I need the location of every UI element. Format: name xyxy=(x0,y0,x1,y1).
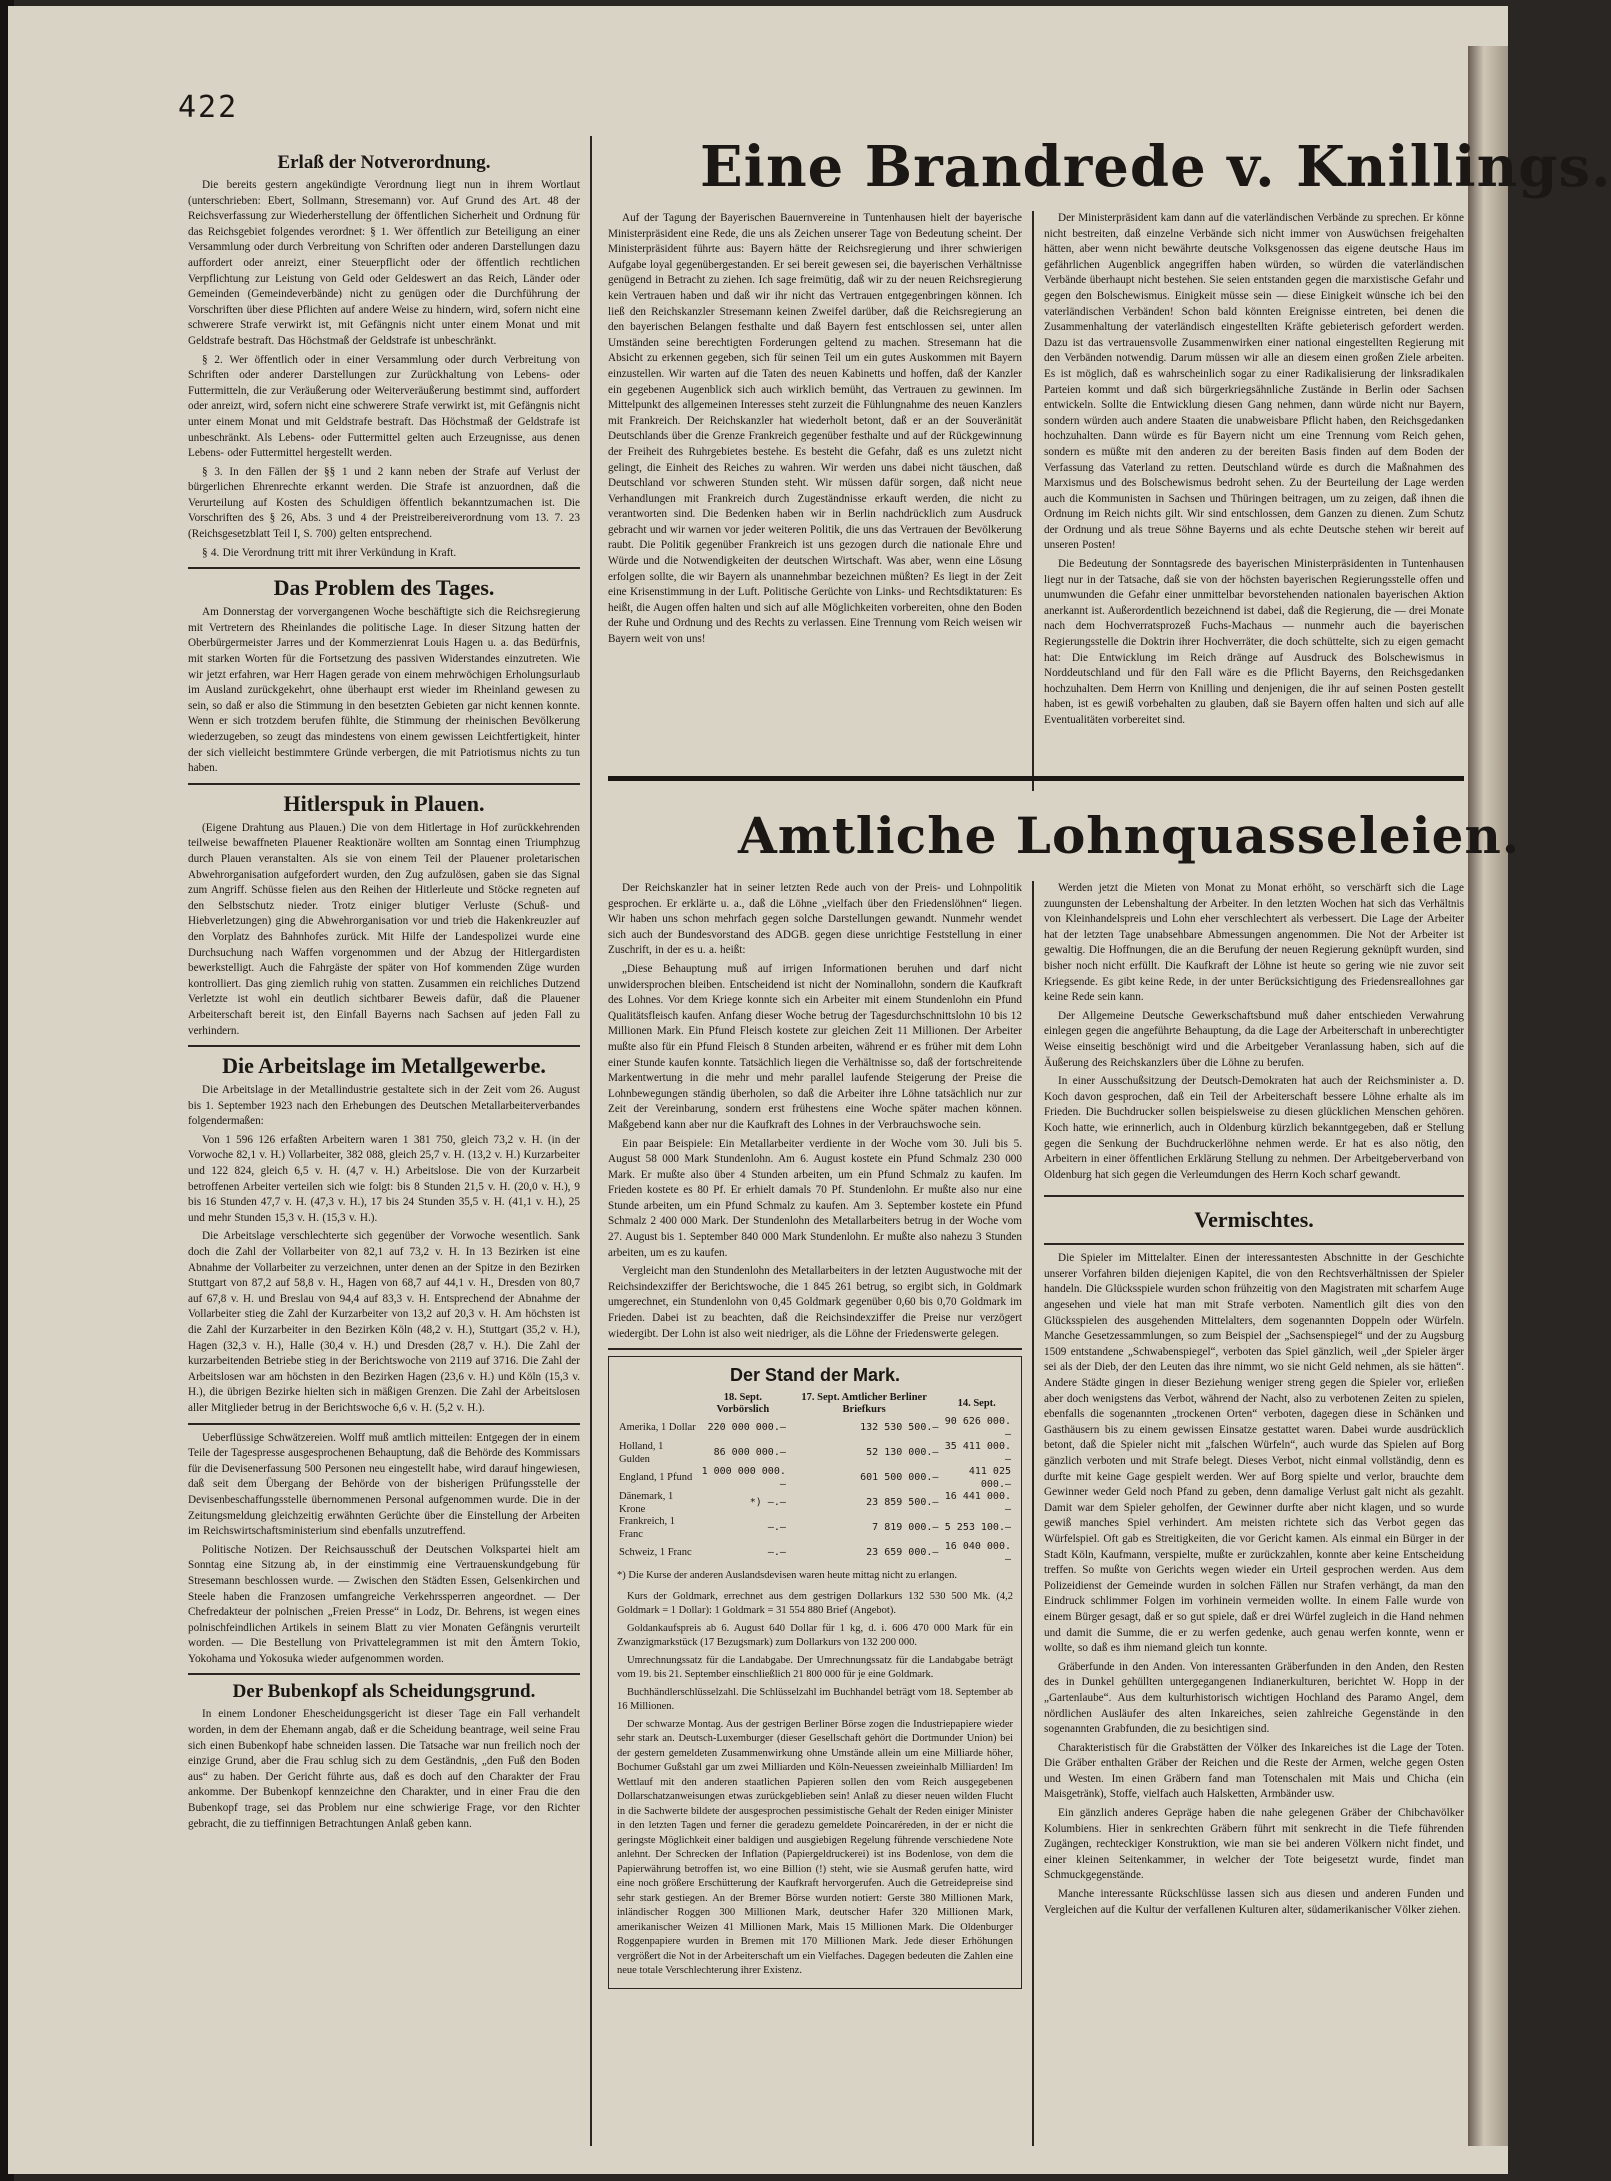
paragraph: Ueberflüssige Schwätzereien. Wolff muß amtlich mitteilen: Entgegen der in einem Teile der Tagespresse ausgesprochenen Behauptung, daß die Behörde des Kommissars für die Devisenerfassung 500 Personen neu eingestellt habe, wird darauf hingewiesen, daß seit dem Übergang der Behörde von der bisherigen Prüfungsstelle der Devisenbeschaffungsstelle übernommenen Personal aufgenommen wurde. Die in der Zeitungsmeldung gleichzeitig erwähnten Gerüchte über die Einstellung der Arbeiten im Reichswirtschaftsministerium sind ebenfalls unzutreffend. xyxy=(188,1431,580,1538)
paragraph: (Eigene Drahtung aus Plauen.) Die von dem Hitlertage in Hof zurückkehrenden teilweise bewaffneten Plauener Reaktionäre wollten am Sonntag einen Triumphzug durch Plauen veranstalten. Als sie von einem Teil der Plauener proletarischen Abwehrorganisation aufgefordert wurden, den Zug aufzulösen, gaben sie das Signal zum Angriff. Schüsse fielen aus den Reihen der Hitlerleute und Stöcke regneten auf den Selbstschutz nieder. Trotz einiger blutiger Verluste (Schuß- und Hiebverletzungen) ging die Abwehrorganisation vor und trieb die Hakenkreuzler auf den Vorplatz des Bahnhofes zurück. Mit Hilfe der Landespolizei wurde eine Durchsuchung nach Waffen vorgenommen und der Abzug der Hitlergardisten bewerkstelligt. Auch die Fahrgäste der später von Hof kommenden Züge wurden kontrolliert. Das ging ziemlich ruhig von statten. Zusammen ein reichliches Dutzend Verletzte ist wohl ein deutlich sichtbarer Beweis dafür, daß die Plauener Arbeiterschaft bereit ist, den Einfall Bayerns nach Sachsen auf jeden Fall zu verhindern. xyxy=(188,821,580,1037)
paragraph: Die Arbeitslage in der Metallindustrie gestaltete sich in der Zeit vom 26. August bis 1. September 1923 nach den Erhebungen des Deutschen Metallarbeiterverbandes folgendermaßen: xyxy=(188,1084,580,1128)
currency-cell: Frankreich, 1 Franc xyxy=(619,1516,675,1540)
paragraph: Vergleicht man den Stundenlohn des Metallarbeiters in der letzten Augustwoche mit der Reichsindexziffer der Berichtswoche, die 1 845 261 betrug, so ergibt sich, in Goldmark umgerechnet, ein Stundenlohn von 0,45 Goldmark gegenüber 0,60 bis 0,70 Goldmark im Frieden. Dabei ist zu beachten, daß die Reichsindexziffer die Preise nur verzögert wiedergibt. Der Lohn ist also weit niedriger, als die Löhne der Friedenswerte gelegen. xyxy=(608,1265,1022,1340)
table-row xyxy=(617,1541,1013,1566)
rate-cell: 23 659 000.— xyxy=(866,1547,939,1559)
column-header: 18. Sept. Vorbörslich xyxy=(716,1392,770,1416)
column-brandrede-left xyxy=(608,211,1022,791)
paragraph: Die Bedeutung der Sonntagsrede des bayerischen Ministerpräsidenten in Tuntenhausen liegt nur in der Tatsache, daß sie von der höchsten bayerischen Regierungsstelle offen und unumwunden die Gefahr einer unmittelbar bevorstehenden nationalen bayerischen Aktion anerkannt ist. Außerordentlich bezeichnend ist dabei, daß die Regierung, die — drei Monate nach dem Hochverratsprozeß Fuchs-Machaus — nunmehr auch die bayerischen Regierungsstelle die Doktrin ihrer Hochverräter, die doch schüttelte, sich zu eigen gemacht hat: Die Entwicklung im Reich dränge auf Ausdruck des Bolschewismus in Norddeutschland und für den Fall wäre es die Pflicht Bayerns, den Reichsgedanken hochzuhalten. Dem Herrn von Knilling und denjenigen, die ihr auf seinen Posten gestellt haben, ist es gewiß vorbehalten zu glauben, daß sie Bayern offen halten und sich auf alle Eventualitäten vorbereitet sind. xyxy=(1044,558,1464,726)
divider xyxy=(608,1348,1022,1350)
headline-brandrede: Eine Brandrede v. Knillings. xyxy=(700,134,1611,200)
paragraph: Der Ministerpräsident kam dann auf die vaterländischen Verbände zu sprechen. Er könne nicht bestreiten, daß einzelne Verbände sich nicht immer von Auswüchsen freigehalten hätten, aber wenn nicht bewährte deutsche Volksgenossen das eigene deutsche Haus im gefährlichen Augenblick angegriffen haben würden, so würden die vaterländischen Verbände überhaupt nicht bestehen. Sie seien entstanden gegen die marxistische Gefahr und gegen den Bolschewismus. Einigkeit müsse sein — diese Einigkeit wünsche ich bei den vaterländischen Verbänden! Schon bald könnten Ereignisse eintreten, bei denen die Zusammenhaltung der vaterländisch eingestellten Kräfte gebieterisch gefordert werden. Dazu ist das vertrauensvolle Zusammenwirken einer national eingestellten Regierung mit den Verbänden notwendig. Darum müssen wir alle an diesem einen großen Ziele arbeiten. Es ist möglich, daß es wahrscheinlich sogar zu einer Radikalisierung der linksradikalen Parteien kommt und daß sich bürgerkriegsähnliche Zustände in Berlin oder Sachsen entwickeln. Sollte die Entwicklung diesen Gang nehmen, dann würde nicht nur Bayern, sondern würden auch andere Staaten die unabweisbare Pflicht haben, den Reichsgedanken hochzuhalten. Dann würde es für Bayern nicht um eine Trennung vom Reich gehen, sondern es müßte mit den anderen zu der bereiten Basis finden auf dem Boden der Verfassung das Vaterland zu retten. Deutschland würde es durch die Maßnahmen des Marxismus und des Bolschewismus bedroht sehen. Zu der Beurteilung der Lage werden auch die Kommunisten in Sachsen und Thüringen beitragen, um zu zeigen, daß ihnen die Ordnung im Reich nichts gilt. Wir sind entschlossen, dem Ganzen zu dienen. Zum Schutz der Ordnung und als treue Söhne Bayerns und als echte Deutsche stehen wir bereit auf unseren Posten! xyxy=(1044,212,1464,552)
column-header: 14. Sept. xyxy=(957,1398,996,1410)
rate-cell: —.— xyxy=(767,1522,786,1534)
paragraph: Am Donnerstag der vorvergangenen Woche beschäftigte sich die Reichsregierung mit Vertretern des Rheinlandes die politische Lage. In dieser Sitzung hatten der Oberbürgermeister Jarres und der Kommerzienrat Louis Hagen u. a. das Bedürfnis, mit starken Worten für die Fortsetzung des passiven Widerstandes einzutreten. Wie wir jetzt erfahren, war Herr Hagen gerade von einem mehrwöchigen Erholungsurlaub im Ausland zurückgekehrt, ohne überhaupt erst wieder im Rheinland gewesen zu sein, so daß er also die Stimmung in den besetzten Gebieten gar nicht kennen konnte. Wenn er sich trotzdem berufen fühlte, die Stimmung der rheinischen Bevölkerung wiederzugeben, so zeugt das mindestens von einem gewissen Leichtfertigkeit, hinter der sich vielleicht bestimmtere Gründe verbergen, die mit Patriotismus nichts zu tun haben. xyxy=(188,606,580,775)
headline-notverordnung: Erlaß der Notverordnung. xyxy=(277,152,491,173)
paragraph: Ein gänzlich anderes Gepräge haben die nahe gelegenen Gräber der Chibchavölker Kolumbiens. Hier in senkrechten Gräbern führt mit senkrecht in die Tiefe führenden Zugängen, rechteckiger Konstruktion, wie man sie bei anderen Völkern nicht findet, und einer kleinen Seitenkammer, in welcher der Tote beigesetzt wurde, findet man Schmuckgegenstände. xyxy=(1044,1807,1464,1882)
column-brandrede-right xyxy=(1044,211,1464,791)
rate-cell: 411 025 000.— xyxy=(968,1466,1011,1490)
currency-cell: Holland, 1 Gulden xyxy=(619,1441,664,1465)
divider xyxy=(1044,1243,1464,1245)
currency-cell: England, 1 Pfund xyxy=(619,1472,693,1484)
article-notverordnung xyxy=(188,178,580,561)
headline-arbeitslage: Die Arbeitslage im Metallgewerbe. xyxy=(222,1053,546,1079)
divider xyxy=(188,1045,580,1047)
rate-cell: —.— xyxy=(767,1547,786,1559)
table-row xyxy=(617,1441,1013,1466)
headline-bubenkopf: Der Bubenkopf als Scheidungsgrund. xyxy=(232,1681,536,1703)
mark-footnote: *) Die Kurse der anderen Auslandsdevisen waren heute mittag nicht zu erlangen. xyxy=(617,1570,957,1582)
column-header: 17. Sept. Amtlicher Berliner Briefkurs xyxy=(801,1392,927,1416)
article-vermischtes xyxy=(1044,1251,1464,1918)
article-arbeitslage xyxy=(188,1083,580,1416)
rate-cell: 23 859 500.— xyxy=(866,1497,939,1509)
divider xyxy=(188,567,580,569)
article-lohn-part1 xyxy=(608,881,1022,1342)
table-row xyxy=(617,1491,1013,1516)
mark-notes xyxy=(617,1590,1013,1979)
table-row xyxy=(617,1466,1013,1491)
note-paragraph: Buchhändlerschlüsselzahl. Die Schlüsselzahl im Buchhandel beträgt vom 18. September ab 16 Millionen. xyxy=(617,1686,1013,1713)
column-header xyxy=(617,1392,698,1416)
paragraph: In einer Ausschußsitzung der Deutsch-Demokraten hat auch der Reichsminister a. D. Koch davon gesprochen, daß ein Teil der Arbeiterschaft bessere Löhne erhalte als im Frieden. Die Buchdrucker sollen beispielsweise zu diesen glücklichen Menschen gehören. Koch hatte, wie erinnerlich, auch in Oldenburg kürzlich bekanntgegeben, daß er Stellung gegen die Senkung der Buchdruckerlöhne nehmen werde. Er hat es also nötig, den Arbeitern in einer öffentlichen Erklärung Stellung zu nehmen. Der Arbeitgeberverband von Oldenburg hat sich gegen die Verleumdungen des Herrn Koch scharf gewandt. xyxy=(1044,1075,1464,1181)
article-problem-des-tages xyxy=(188,605,580,777)
table-row xyxy=(617,1416,1013,1441)
column-divider-center xyxy=(1032,211,1034,791)
paragraph: Werden jetzt die Mieten von Monat zu Monat erhöht, so verschärft sich die Lage zuungunsten der Lebenshaltung der Arbeiter. In den letzten Wochen hat sich das Verhältnis von Kleinhandelspreis und Lohn eher verschlechtert als verbessert. Die Lage der Arbeiter hat der letzten Tage unabsehbare Abmessungen angenommen. Die Not der Arbeiter ist gewaltig. Die Hoffnungen, die an die Berufung der neuen Regierung geknüpft wurden, sind bisher noch nicht erfüllt. Die Kaufkraft der Löhne ist heute so gering wie nie zuvor seit Kriegsende. Es gibt keine Rede, in der unter Berücksichtigung des Friedensreallohnes gar keine Rede sein kann. xyxy=(1044,882,1464,1004)
note-paragraph: Der schwarze Montag. Aus der gestrigen Berliner Börse zogen die Industriepapiere wieder sehr stark an. Deutsch-Luxemburger (dieser Gesellschaft gehört die Dortmunder Union) bei der gestern gemeldeten Zusammenwirkung ohne Umstände allein um eine Milliarde höher, Bochumer Gußstahl gar um zwei Milliarden und Köln-Neuessen zweieinhalb Milliarden! Im Wettlauf mit den anderen staatlichen Papieren sollen den vom Reich ausgegebenen Dollarschatzanweisungen etwas zurückgeblieben sein! Anlaß zu dieser neuen wilden Flucht in die Sachwerte bildete der ausgesprochen pessimistische Gehalt der Reden einiger Minister in den letzten Tagen und ferner die geradezu gemeldete Poincaréreden, in der er nicht die geringste Möglichkeit einer baldigen und ausgiebigen Regelung führende verschiedene Note anlehnt. Der Schrecken der Inflation (Papiergeldruckerei) ist ins Bodenlose, von dem die Papierwährung betroffen ist, wo eine Billion (!) steht, wie sie Ausmaß gerufen hatte, wird eine noch größere Erschütterung der Kaufkraft hervorgerufen. Auch die Getreidepreise sind sehr stark gestiegen. An der Bremer Börse wurden notiert: Gerste 380 Millionen Mark, inländischer Roggen 300 Millionen Mark, deutscher Hafer 320 Millionen Mark, amerikanischer Weizen 41 Millionen Mark, Mais 15 Millionen Mark. Die Oldenburger Roggenpapiere wurden in Bremen mit 170 Millionen Mark. Jede dieser Erhöhungen vergrößert die Not in der Arbeiterschaft um ein Vielfaches. Dagegen bedeuten die Zahlen eine neue totale Verschlechterung ihrer Existenz. xyxy=(617,1718,1013,1977)
paragraph: Charakteristisch für die Grabstätten der Völker des Inkareiches ist die Lage der Toten. Die Gräber enthalten Gräber der Reichen und die Reste der Armen, welche gegen Osten und Westen. Im einen Gräbern fand man Totenschalen mit Mais und Chicha (ein Maisgetränk), Stoffe, vielfach auch Halsketten, Armbänder usw. xyxy=(1044,1741,1464,1801)
rate-cell: 220 000 000.— xyxy=(707,1422,786,1434)
paragraph: Der Reichskanzler hat in seiner letzten Rede auch von der Preis- und Lohnpolitik gesprochen. Er erklärte u. a., daß die Löhne „vielfach über den Friedenslöhnen“ liegen. Wir haben uns schon mehrfach gegen solche Darstellungen gewandt. Nunmehr wendet sich auch der Bundesvorstand des ADGB. gegen diese unrichtige Feststellung in einer Zuschrift, in der es u. a. heißt: xyxy=(608,882,1022,957)
column-lohn-left xyxy=(608,881,1022,2146)
article-bubenkopf xyxy=(188,1707,580,1832)
paragraph: Auf der Tagung der Bayerischen Bauernvereine in Tuntenhausen hielt der bayerische Ministerpräsident eine Rede, die uns als Zeichen unserer Tage von Bedeutung scheint. Der Ministerpräsident führte aus: Bayern hätte der Reichsregierung und ihrer schwierigen Aufgabe loyal gegenübergestanden. Er sei bereit gewesen sei, die bayerischen Verhältnisse genügend in Betracht zu ziehen. Ich sage freimütig, daß wir zu der neuen Reichsregierung kein Vertrauen haben und daß wir ihr nicht das Vertrauen entgegenbringen können. Ich ließ den Reichskanzler Stresemann keinen Zweifel darüber, daß die Reichsregierung an den bayerischen Belangen festhalte und daß Bayern fest entschlossen sei, unter allen Umständen seine berechtigten Forderungen geltend zu machen. Stresemann hat die Absicht zu erkennen gegeben, sich für seinen Teil um ein gutes Auskommen mit Bayern einzustellen. Wir warten auf die Taten des neuen Kabinetts und hoffen, daß der Kanzler ein gegebenen Augenblick sich auch wirklich bemüht, das Vertrauen zu gewinnen. Im Mittelpunkt des allgemeinen Interesses steht zurzeit die Fühlungnahme des neuen Kanzlers mit Frankreich. Der Reichskanzler hat wiederholt betont, daß er an der Souveränität Deutschlands über die Grenze Frankreich gegenüber festhalte und auf der Rückgewinnung der Freiheit des Ruhrgebietes bestehe. Es besteht die Gefahr, daß es uns zuletzt nicht gelingt, die Einheit des Reiches zu wahren. Wir werden uns dabei nicht täuschen, daß Deutschland vor schweren Stunden steht. Wir müssen dafür sorgen, daß nicht neue Verhandlungen mit Frankreich durch Zugeständnisse erkauft werden, die nicht zu verantworten sind. Die Bedenken haben wir in Berlin nachdrücklich zum Ausdruck gebracht und wir warnen vor jeder weiteren Politik, die uns das Vertrauen der Bevölkerung raubt. Die Politik gegenüber Frankreich ist uns gezogen durch die nationale Ehre und Würde und die Notwendigkeiten der deutschen Wirtschaft. Was aber, wenn eine Lösung erfolgen sollte, die wir Bayern als unannehmbar bezeichnen müßten? Es liegt in der Zeit eine Krisenstimmung in der Luft. Politische Gerüchte von Links- und Rechtsdiktaturen: Es heißt, die Augen offen halten und sich auf alle Möglichkeiten vorbereiten, ohne den Boden der Ruhe und Ordnung und des Rechts zu verlassen. Eine Trennung vom Reich weisen wir Bayern weit von uns! xyxy=(608,212,1022,646)
table-header-row xyxy=(617,1392,1013,1416)
rate-cell: 16 040 000.— xyxy=(944,1541,1011,1565)
newspaper-page xyxy=(8,6,1611,2174)
book-binding-edge xyxy=(1468,46,1508,2146)
paragraph: Die Arbeitslage verschlechterte sich gegenüber der Vorwoche wesentlich. Sank doch die Zahl der Vollarbeiter von 82,1 auf 73,2 v. H. In 13 Bezirken ist eine Abnahme der Vollarbeiter zu verzeichnen, unter denen an der Spitze in den Bezirken Stuttgart von 87,2 auf 58,8 v. H., Hagen von 68,7 auf 44,1 v. H., Dresden von 80,7 auf 67,8 v. H. und Breslau von 94,4 auf 83,3 v. H. Entsprechend der Abnahme der Vollarbeiter stieg die Zahl der Kurzarbeiter von 13,2 auf 20,3 v. H. Am höchsten ist die Zahl der Kurzarbeiter in den Bezirken Köln (48,2 v. H.), Stuttgart (35,2 v. H.), Hagen (32,3 v. H.), Halle (30,4 v. H.) und Dresden (28,7 v. H.). Die Zahl der kurzarbeitenden Betriebe stieg in der Berichtswoche von 2119 auf 3716. Die Zahl der Arbeitslosen war am höchsten in den Bezirken Hagen (23,6 v. H.) und Köln (15,3 v. H.), die übrigen Bezirke hielten sich in mäßigen Grenzen. Die Zahl der Arbeitslosen aller Mitglieder betrug in der Berichtswoche 6,6 v. H. (5,2 v. H.). xyxy=(188,1230,580,1414)
article-notizen xyxy=(188,1431,580,1668)
paragraph: „Diese Behauptung muß auf irrigen Informationen beruhen und darf nicht unwidersprochen bleiben. Entscheidend ist nicht der Nominallohn, sondern die Kaufkraft des Lohnes. Vor dem Kriege konnte sich ein Arbeiter mit einem Stundenlohn ein Pfund Qualitätsfleisch kaufen. Anfang dieser Woche betrug der Tagesdurchschnittslohn 10 bis 12 Millionen Mark. Ein Pfund Fleisch kostete zur gleichen Zeit 11 Millionen. Der Arbeiter mußte also für ein Pfund Fleisch 8 Stunden arbeiten, während er es früher mit dem Lohn einer Stunde kaufen konnte. Tatsächlich liegen die Verhältnisse so, daß der fortschreitende Markentwertung in die mehr und mehr parallel laufende Steigerung der Preise die Lohnbewegungen ständig überholen, so daß die Arbeiter ihre Löhne tatsächlich nur zur Zeit der Vereinbarung, sondern erst frühestens eine Woche später machen können. Maßgebend kann aber nur die Kaufkraft des Lohnes in der Verbrauchswoche sein. xyxy=(608,962,1022,1131)
column-lohn-right xyxy=(1044,881,1464,2146)
rate-cell: *) —.— xyxy=(749,1497,786,1509)
paragraph: Die Spieler im Mittelalter. Einen der interessantesten Abschnitte in der Geschichte unserer Vorfahren bilden diejenigen Kapitel, die von den Rechtsverhältnissen der Spieler handeln. Die Glücksspiele wurden schon frühzeitig von den Magistraten mit scharfem Auge angesehen und viele hat man mit Strafe verboten. Namentlich gilt dies von den Glücksspielen des ausgehenden Mittelalters, dem sogenannten Doppeln oder Würfeln. Manche Gesetzessammlungen, so zum Beispiel der „Sachsenspiegel“ und der zu Augsburg 1509 entstandene „Schwabenspiegel“, verboten das Spiel gänzlich, weil „der Spieler ärger sei als der Dieb, der den Leuten das ihre nimmt, wo sie nicht Geld nehmen, als sie hätten“. Andere Städte gingen in dieser Beziehung weniger streng gegen die Spieler vor, erließen aber doch wenigstens das Verbot, während der Nacht, also zu verbotenen Zeiten zu spielen, ebenfalls die sogenannten „trockenen Orten“ verboten, dagegen diese in Schänken und Gasthäusern bis zu einem gewissen Einsatze gestattet waren. Dabei wurde ausdrücklich betont, daß die Spieler nicht mit „falschen Würfeln“, auch wurde das Spielen auf Borg gänzlich verboten und mit Strafe belegt. Dieses Verbot, nicht einmal vollständig, denn es durfte mit keine Gage gespielt werden. Wer auf Borg spielte und verlor, brauchte dem Gewinner weder Geld noch Pfand zu geben, denn damalige Verlust galt nicht als gezahlt. Damit war dem Spieler geholfen, der Gewinner durfte aber nicht klagen, und so wurde gewiß manches Spiel verhindert. Am meisten richtete sich das Verbot gegen das Würfelspiel. Oft gab es Streitigkeiten, die vor Gericht kamen. Als einmal ein Bürger in der Stadt Köln, Kaufmann, verspielte, mußte er zurückzahlen, konnte aber keine Entscheidung treffen. So mußte von Gerichts wegen wieder ein Urteil gesprochen werden. Aus dem Polizeidienst der Gemeinde wurden in solchen Fällen nur Strafen verhängt, da man den Eindruck schlimmer Folgen im vorhinein vermeiden wollte. In einem Falle wurde von einem Bürger gesagt, daß er so gut spiele, daß er drei Würfel zugleich in die Hand nehmen und damit die Summe, die er zu werfen gedenke, auch genau werfen konnte, wenn er wollte, so daß es ihm niemand gleich tun konnte. xyxy=(1044,1252,1464,1655)
note-paragraph: Umrechnungssatz für die Landabgabe. Der Umrechnungssatz für die Landabgabe beträgt vom 19. bis 21. September einschließlich 21 800 000 für je eine Goldmark. xyxy=(617,1654,1013,1681)
headline-hitlerspuk: Hitlerspuk in Plauen. xyxy=(283,790,485,816)
currency-cell: Schweiz, 1 Franc xyxy=(619,1547,692,1559)
page-number: 422 xyxy=(178,90,239,125)
note-paragraph: Goldankaufspreis ab 6. August 640 Dollar für 1 kg, d. i. 606 470 000 Mark für ein Zwanzigmarkstück (17 Bezugsmark) zum Dollarkurs von 132 200 000. xyxy=(617,1622,1013,1649)
table-row xyxy=(617,1516,1013,1541)
rate-cell: 1 000 000 000.— xyxy=(701,1466,786,1490)
paragraph: Manche interessante Rückschlüsse lassen sich aus diesen und anderen Funden und Vergleichen auf die Kultur der verfallenen Kulturen alter, südamerikanischer Völker ziehen. xyxy=(1044,1888,1464,1916)
paragraph: § 2. Wer öffentlich oder in einer Versammlung oder durch Verbreitung von Schriften oder anderer Darstellungen zur Zurückhaltung von Lebens- oder Futtermitteln, die zur Veräußerung oder Weiterveräußerung bestimmt sind, auffordert oder anreizt, wird, sofern nicht eine schwerere Strafe verwirkt ist, mit Gefängnis nicht unter einem Monat und mit Geldstrafe bestraft. Das Höchstmaß der Geldstrafe ist unbeschränkt. Als Lebens- oder Futtermittel gelten auch Erzeugnisse, aus denen Lebens- oder Futtermittel hergestellt werden. xyxy=(188,353,580,460)
mark-rate-table xyxy=(617,1392,1013,1566)
article-hitlerspuk xyxy=(188,821,580,1039)
rate-cell: 132 530 500.— xyxy=(860,1422,939,1434)
paragraph: Politische Notizen. Der Reichsausschuß der Deutschen Volkspartei hielt am Sonntag eine Sitzung ab, in der einstimmig eine Vertrauenskundgebung für Stresemann beschlossen wurde. — Zwischen den Städten Essen, Gelsenkirchen und Steele haben die Franzosen umfangreiche Verkehrssperren angeordnet. — Der Chefredakteur der polnischen „Freien Presse“ in Lodz, Dr. Behrens, ist wegen eines polnischfeindlichen Artikels in seinem Blatt zu vier Monaten Gefängnis verurteilt worden. — Die Bestellung von Privattelegrammen ist mit den Ämtern Tokio, Yokohama und Yokosuka wieder aufgenommen worden. xyxy=(188,1543,580,1665)
rate-cell: 35 411 000.— xyxy=(944,1441,1011,1465)
headline-vermischtes: Vermischtes. xyxy=(1194,1207,1314,1233)
note-paragraph: Kurs der Goldmark, errechnet aus dem gestrigen Dollarkurs 132 530 500 Mk. (4,2 Goldmark = 1 Dollar): 1 Goldmark = 31 554 880 Brief (Angebot). xyxy=(617,1590,1013,1617)
rate-cell: 52 130 000.— xyxy=(866,1447,939,1459)
column-left xyxy=(188,146,580,2156)
divider xyxy=(188,783,580,785)
article-brandrede-part2 xyxy=(1044,211,1464,729)
paragraph: In einem Londoner Ehescheidungsgericht ist dieser Tage ein Fall verhandelt worden, in dem der Ehemann angab, daß er die Scheidung beantrage, weil seine Frau sich einen Bubenkopf habe schneiden lassen. Die Tatsache war nun freilich noch der einzige Grund, aber die Frau schlug sich zu dem Geständnis, „den Fuß den Boden aus“ zu haben. Der Gericht führte aus, daß es doch auf den Charakter der Frau ankomme. Der Bubenkopf kennzeichne den Charakter, und in einer Frau die den Bubenkopf trage, sei das Problem nur eine schwierige Frage, vor den Richter gebracht, die zu tieffinnigen Betrachtungen Anlaß geben kann. xyxy=(188,1708,580,1830)
currency-cell: Amerika, 1 Dollar xyxy=(619,1422,696,1434)
mark-rate-box xyxy=(608,1356,1022,1989)
paragraph: Ein paar Beispiele: Ein Metallarbeiter verdiente in der Woche vom 30. Juli bis 5. August 58 000 Mark Stundenlohn. Am 6. August kostete ein Pfund Schmalz 230 000 Mark. Er mußte also über 4 Stunden arbeiten, um ein Pfund Schmalz zu kaufen. Im Frieden kostete es 80 Pf. Er erhielt damals 70 Pf. Stundenlohn. Er mußte also nur eine Stunde arbeiten, um ein Pfund Schmalz zu kaufen. Am 3. September kostete ein Pfund Schmalz 2 400 000 Mark. Der Stundenlohn des Metallarbeiters betrug in der Woche vom 27. August bis 1. September 840 000 Mark Stundenlohn. Er mußte also nahezu 3 Stunden arbeiten, um es zu kaufen. xyxy=(608,1137,1022,1259)
article-lohn-part2 xyxy=(1044,881,1464,1183)
rate-cell: 16 441 000.— xyxy=(944,1491,1011,1515)
paragraph: § 4. Die Verordnung tritt mit ihrer Verkündung in Kraft. xyxy=(202,546,457,559)
currency-cell: Dänemark, 1 Krone xyxy=(619,1491,674,1515)
rate-cell: 7 819 000.— xyxy=(872,1522,939,1534)
rate-cell: 601 500 000.— xyxy=(860,1472,939,1484)
rate-cell: 90 626 000.— xyxy=(944,1416,1011,1440)
divider xyxy=(188,1673,580,1675)
mark-rate-title: Der Stand der Mark. xyxy=(729,1365,901,1386)
headline-problem-des-tages: Das Problem des Tages. xyxy=(273,575,495,601)
section-divider xyxy=(608,776,1464,781)
paragraph: Der Allgemeine Deutsche Gewerkschaftsbund muß daher entschieden Verwahrung einlegen gegen die angeführte Behauptung, da die Lage der Arbeiterschaft in unberechtigter Weise einseitig beschönigt wird und die Arbeitgeber Veranlassung haben, sich auf die Äußerung des Reichskanzlers über die Löhne zu berufen. xyxy=(1044,1009,1464,1069)
headline-lohnquasseleien: Amtliche Lohnquasseleien. xyxy=(738,806,1521,865)
rate-cell: 86 000 000.— xyxy=(713,1447,786,1459)
divider xyxy=(188,1423,580,1425)
paragraph: Von 1 596 126 erfaßten Arbeitern waren 1 381 750, gleich 73,2 v. H. (in der Vorwoche 82,1 v. H.) Vollarbeiter, 382 088, gleich 25,7 v. H. (13,2 v. H.) Kurzarbeiter und 122 824, gleich 6,5 v. H. (4,7 v. H.) Arbeitslose. Die von der Kurzarbeit betroffenen Arbeiter verteilen sich wie folgt: bis 8 Stunden 21,5 v. H. (20,0 v. H.), 9 bis 16 Stunden 47,7 v. H. (47,3 v. H.), 17 bis 24 Stunden 35,5 v. H. (41,1 v. H.), 25 und mehr Stunden 15,3 v. H. (15,3 v. H.). xyxy=(188,1133,580,1224)
article-brandrede-part1 xyxy=(608,211,1022,648)
column-divider-left xyxy=(590,136,592,2146)
paragraph: Gräberfunde in den Anden. Von interessanten Gräberfunden in den Anden, den Resten des in Dunkel gehüllten untergegangenen Indianerkulturen, berichtet W. Hopp in der „Gartenlaube“. Aus dem kulturhistorisch wichtigen Hochland des Paramo Angel, dem nördlichen Ausläufer des alten Inkareiches, seien zahlreiche Gegenstände in den sogenannten Grabfunden, die zu besichtigen sind. xyxy=(1044,1660,1464,1736)
rate-cell: 5 253 100.— xyxy=(944,1522,1011,1534)
column-divider-lower xyxy=(1032,881,1034,2146)
divider xyxy=(1044,1195,1464,1197)
paragraph: § 3. In den Fällen der §§ 1 und 2 kann neben der Strafe auf Verlust der bürgerlichen Ehrenrechte erkannt werden. Die Strafe ist anzuordnen, daß die Verurteilung auf Kosten des Schuldigen öffentlich bekanntzumachen ist. Die Vorschriften des § 26, Abs. 3 und 4 der Preistreibereiverordnung vom 13. 7. 23 (Reichsgesetzblatt Teil I, S. 700) gelten entsprechend. xyxy=(188,465,580,541)
paragraph: Die bereits gestern angekündigte Verordnung liegt nun in ihrem Wortlaut (unterschrieben: Ebert, Sollmann, Stresemann) vor. Auf Grund des Art. 48 der Reichsverfassung zur Wiederherstellung der öffentlichen Sicherheit und Ordnung für das Reichsgebiet folgendes verordnet: § 1. Wer öffentlich zur Beteiligung an einer Versammlung oder durch Verbreitung von Schriften oder anderen Darstellungen dazu auffordert oder anreizt, einer Steuerpflicht oder der öffentlich rechtlichen Verpflichtung zur Leistung von Geld oder Geldeswert an das Reich, Länder oder Gemeinden (Gemeindeverbände) nicht zu genügen oder die Durchführung der Vorschriften über diese Pflichten auf andere Weise zu hindern, wird, sofern nicht eine schwerere Strafe verwirkt ist, mit Gefängnis nicht unter einem Monat und mit Geldstrafe bestraft. Das Höchstmaß der Geldstrafe ist unbeschränkt. xyxy=(188,179,580,347)
